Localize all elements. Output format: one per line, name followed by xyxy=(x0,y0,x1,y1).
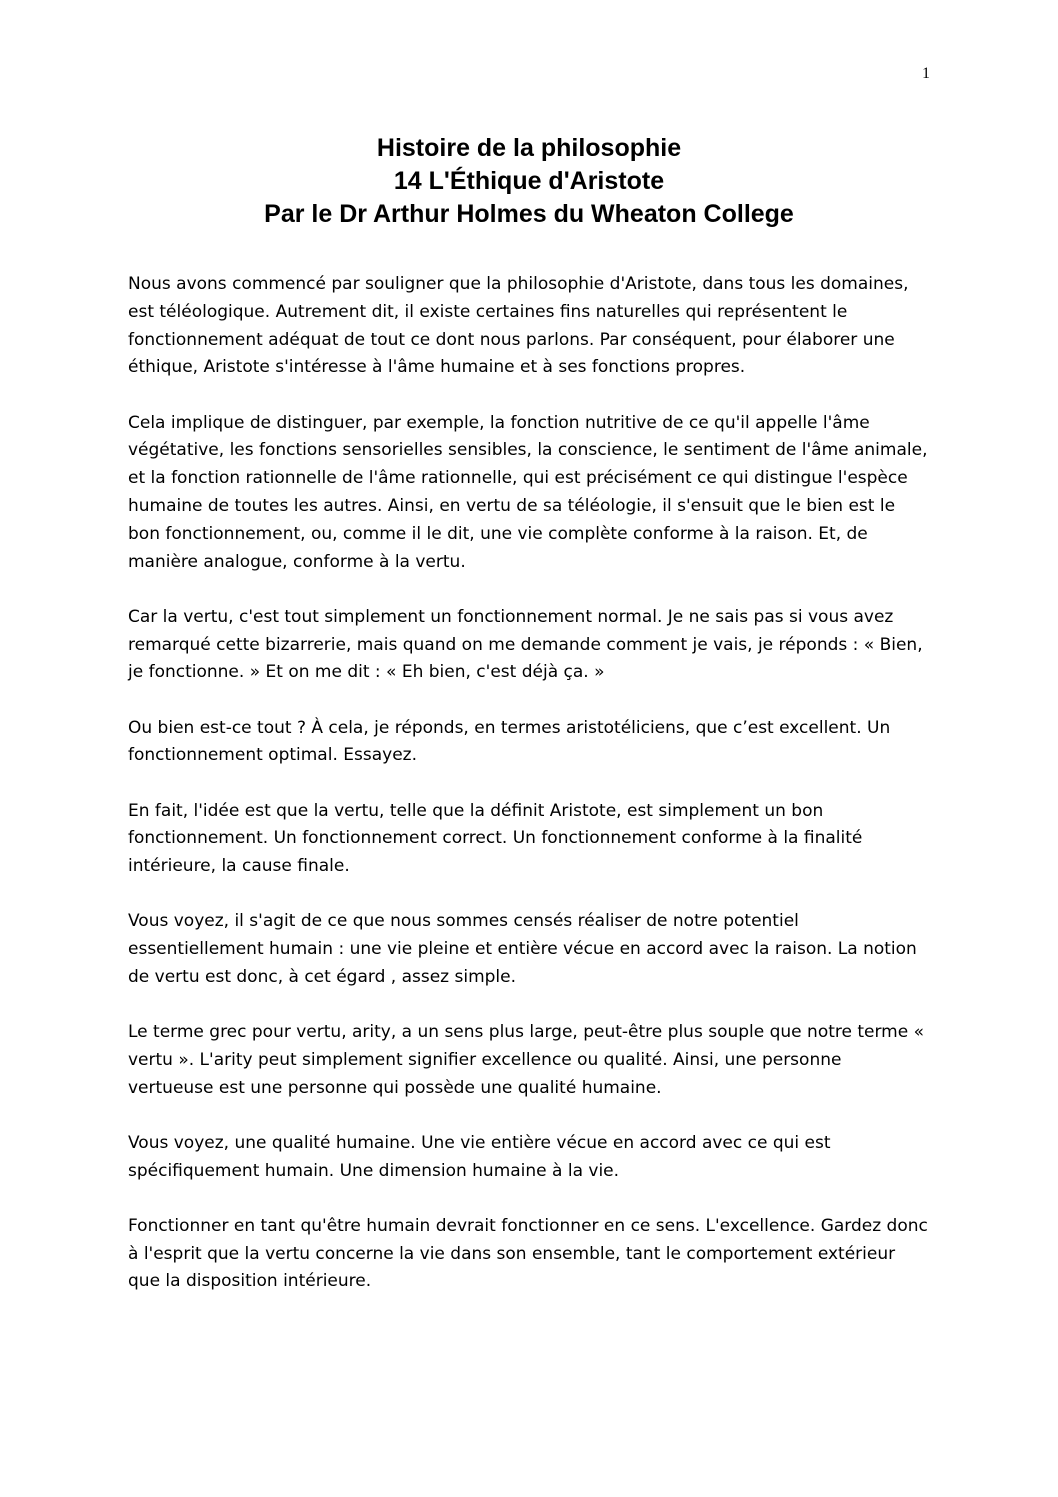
body-text xyxy=(128,271,928,1324)
paragraph: Nous avons commencé par souligner que la philosophie d'Aristote, dans tous les domaines, est téléologique. Autrement dit, il existe certaines fins naturelles qui représentent le fonctionnement adéquat de tout ce dont nous parlons. Par conséquent, pour élaborer une éthique, Aristote s'intéresse à l'âme humaine et à ses fonctions propres. xyxy=(128,274,909,378)
page-number: 1 xyxy=(922,65,930,82)
paragraph: Le terme grec pour vertu, arity, a un sens plus large, peut-être plus souple que notre terme « vertu ». L'arity peut simplement signifier excellence ou qualité. Ainsi, une personne vertueuse est une personne qui possède une qualité humaine. xyxy=(128,1022,925,1098)
paragraph: Car la vertu, c'est tout simplement un fonctionnement normal. Je ne sais pas si vous avez remarqué cette bizarrerie, mais quand on me demande comment je vais, je réponds : « Bien, je fonctionne. » Et on me dit : « Eh bien, c'est déjà ça. » xyxy=(128,606,923,683)
title-line-author: Par le Dr Arthur Holmes du Wheaton College xyxy=(264,200,794,228)
title-line-series: Histoire de la philosophie xyxy=(376,134,682,162)
paragraph: Cela implique de distinguer, par exemple, la fonction nutritive de ce qu'il appelle l'âme végétative, les fonctions sensorielles sensibles, la conscience, le sentiment de l'âme animale, et la fonction rationnelle de l'âme rationnelle, qui est précisément ce qui distingue l'espèce humaine de toutes les autres. Ainsi, en vertu de sa téléologie, il s'ensuit que le bien est le bon fonctionnement, ou, comme il le dit, une vie complète conforme à la raison. Et, de manière analogue, conforme à la vertu. xyxy=(128,412,928,572)
document-title xyxy=(0,132,1058,231)
paragraph: Ou bien est-ce tout ? À cela, je réponds, en termes aristotéliciens, que c’est excellent. Un fonctionnement optimal. Essayez. xyxy=(128,717,891,766)
title-line-lecture: 14 L'Éthique d'Aristote xyxy=(393,167,665,195)
paragraph: Vous voyez, une qualité humaine. Une vie entière vécue en accord avec ce qui est spécifiquement humain. Une dimension humaine à la vie. xyxy=(128,1132,831,1181)
paragraph: En fait, l'idée est que la vertu, telle que la définit Aristote, est simplement un bon fonctionnement. Un fonctionnement correct. Un fonctionnement conforme à la finalité intérieure, la cause finale. xyxy=(128,800,863,877)
paragraph: Vous voyez, il s'agit de ce que nous sommes censés réaliser de notre potentiel essentiellement humain : une vie pleine et entière vécue en accord avec la raison. La notion de vertu est donc, à cet égard , assez simple. xyxy=(128,911,917,987)
paragraph: Fonctionner en tant qu'être humain devrait fonctionner en ce sens. L'excellence. Gardez donc à l'esprit que la vertu concerne la vie dans son ensemble, tant le comportement extérieur que la disposition intérieure. xyxy=(128,1215,928,1292)
